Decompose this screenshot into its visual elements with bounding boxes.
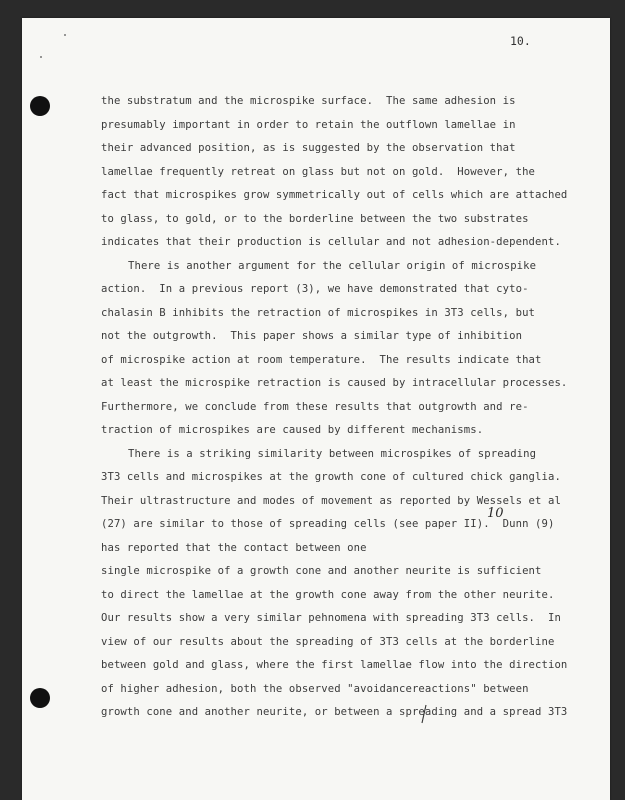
text-line: There is a striking similarity between microspikes of spreading	[128, 447, 537, 460]
text-line: (27) are similar to those of spreading cells (see paper II). Dunn (9)	[101, 518, 555, 530]
text-line: growth cone and another neurite, or between a spreading and a spread 3T3	[101, 706, 568, 718]
page-number: 10.	[510, 34, 531, 48]
text-line: 3T3 cells and microspikes at the growth cone of cultured chick ganglia.	[101, 471, 561, 483]
text-line: chalasin B inhibits the retraction of microspikes in 3T3 cells, but	[101, 306, 536, 319]
document-page	[22, 18, 610, 800]
inserted-reference-number: 10	[487, 506, 504, 521]
handwritten-correction	[482, 506, 508, 538]
speck	[64, 34, 66, 36]
text-line: presumably important in order to retain the outflown lamellae in	[101, 118, 516, 131]
binder-hole-top	[30, 96, 50, 116]
text-line: action. In a previous report (3), we have demonstrated that cyto-	[101, 283, 529, 295]
text-line: their advanced position, as is suggested by the observation that	[101, 142, 516, 154]
text-line: has reported that the contact between one	[101, 541, 367, 554]
text-line: indicates that their production is cellular and not adhesion-dependent.	[101, 236, 561, 248]
text-line: not the outgrowth. This paper shows a similar type of inhibition	[101, 330, 523, 342]
text-line: the substratum and the microspike surface. The same adhesion is	[101, 95, 516, 107]
text-line: lamellae frequently retreat on glass but not on gold. However, the	[101, 165, 536, 178]
binder-hole-bottom	[30, 688, 50, 708]
text-line: single microspike of a growth cone and another neurite is sufficient	[101, 565, 542, 577]
handwritten-insert-mark	[419, 704, 429, 724]
text-line: at least the microspike retraction is caused by intracellular processes.	[101, 377, 568, 389]
body-text	[101, 90, 571, 725]
text-line: fact that microspikes grow symmetrically out of cells which are attached	[101, 189, 568, 201]
text-line: Our results show a very similar pehnomena with spreading 3T3 cells. In	[101, 612, 561, 624]
text-line: view of our results about the spreading of 3T3 cells at the borderline	[101, 635, 555, 648]
text-line: between gold and glass, where the first lamellae flow into the direction	[101, 659, 568, 671]
text-line: traction of microspikes are caused by different mechanisms.	[101, 424, 484, 436]
text-line: to glass, to gold, or to the borderline between the two substrates	[101, 212, 529, 225]
text-line: of higher adhesion, both the observed "avoidancereactions" between	[101, 682, 529, 695]
text-line: of microspike action at room temperature. The results indicate that	[101, 353, 542, 366]
text-line: Their ultrastructure and modes of movement as reported by Wessels et al	[101, 494, 561, 507]
text-line: There is another argument for the cellular origin of microspike	[128, 259, 537, 272]
speck	[40, 56, 42, 58]
text-line: to direct the lamellae at the growth cone away from the other neurite.	[101, 588, 555, 601]
text-line: Furthermore, we conclude from these results that outgrowth and re-	[101, 400, 529, 413]
